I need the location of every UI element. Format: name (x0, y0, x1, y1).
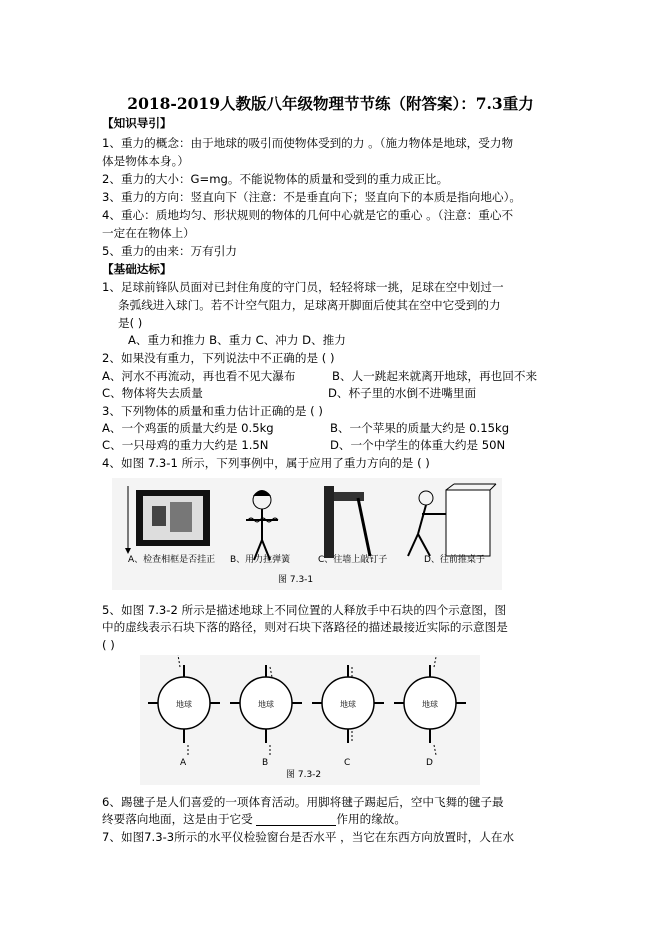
knowledge-line: 4、重心：质地均匀、形状规则的物体的几何中心就是它的重心 。（注意：重心不 (102, 208, 514, 222)
figure-2-letter-c: C (344, 758, 351, 768)
question-3-option-b: B、一个苹果的质量大约是 0.15kg (330, 421, 510, 435)
figure-2-letter-a: A (180, 758, 187, 768)
figure-2-label: 图 7.3-2 (286, 770, 322, 780)
question-6-line-2 (102, 812, 406, 826)
question-2-option-b: B、人一跳起来就离开地球，再也回不来 (332, 369, 538, 383)
earth-label: 地球 (422, 700, 438, 709)
question-2-option-a: A、河水不再流动，再也看不见大瀑布 (102, 369, 296, 383)
question-5-line: ( ) (102, 638, 115, 652)
knowledge-line: 1、重力的概念：由于地球的吸引而使物体受到的力 。（施力物体是地球，受力物 (102, 136, 514, 150)
question-1-line: 是( ) (118, 316, 143, 330)
picture-frame-illustration (125, 486, 210, 554)
answer-blank (256, 814, 336, 826)
question-7-line: 7、如图7.3-3所示的水平仪检验窗台是否水平 ，当它在东西方向放置时，人在水 (102, 830, 515, 844)
figure-7-3-2 (140, 655, 480, 785)
earth-label: 地球 (258, 700, 274, 709)
figure-1-caption-a: A、检查相框是否挂正 (128, 555, 216, 565)
earth-label: 地球 (176, 700, 192, 709)
knowledge-line: 体是物体本身。） (102, 154, 189, 168)
question-6-line: 6、踢毽子是人们喜爱的一项体育活动。用脚将毽子踢起后，空中飞舞的毽子最 (102, 795, 504, 809)
question-6-text-after-blank: 作用的缘故。 (336, 812, 406, 826)
figure-2-letter-d: D (426, 758, 433, 768)
question-1-line: 1、足球前锋队员面对已封住角度的守门员，轻轻将球一挑，足球在空中划过一 (102, 280, 504, 294)
question-2-option-d: D、杯子里的水倒不进嘴里面 (328, 386, 477, 400)
question-1-options: A、重力和推力 B、重力 C、冲力 D、推力 (128, 333, 346, 347)
question-3-option-a: A、一个鸡蛋的质量大约是 0.5kg (102, 421, 274, 435)
question-2-stem: 2、如果没有重力，下列说法中不正确的是 ( ) (102, 351, 335, 365)
question-4-stem: 4、如图 7.3-1 所示，下列事例中，属于应用了重力方向的是 ( ) (102, 456, 430, 470)
question-6-text-before-blank: 终要落向地面，这是由于它受 (102, 812, 257, 826)
question-1-line: 条弧线进入球门。若不计空气阻力，足球离开脚面后使其在空中它受到的力 (118, 298, 501, 312)
knowledge-line: 3、重力的方向：竖直向下（注意：不是垂直向下；竖直向下的本质是指向地心）。 (102, 190, 521, 204)
question-2-option-c: C、物体将失去质量 (102, 386, 203, 400)
knowledge-line: 5、重力的由来：万有引力 (102, 244, 237, 258)
section-knowledge-heading: 【知识导引】 (102, 116, 172, 130)
question-5-line: 中的虚线表示石块下落的路径，则对石块下落路径的描述最接近实际的示意图是 (102, 620, 508, 634)
section-basic-heading: 【基础达标】 (102, 262, 172, 276)
earth-label: 地球 (340, 700, 356, 709)
question-5-line: 5、如图 7.3-2 所示是描述地球上不同位置的人释放手中石块的四个示意图，图 (102, 603, 507, 617)
figure-7-3-1 (112, 478, 502, 590)
knowledge-line: 2、重力的大小：G=mg。不能说物体的质量和受到的重力成正比。 (102, 172, 449, 186)
page-title: 2018-2019人教版八年级物理节节练（附答案）：7.3重力 (127, 94, 534, 113)
figure-1-caption-c: C、往墙上敲钉子 (318, 555, 388, 565)
question-3-option-d: D、一个中学生的体重大约是 50N (330, 438, 506, 452)
question-3-option-c: C、一只母鸡的重力大约是 1.5N (102, 438, 269, 452)
figure-2-letter-b: B (262, 758, 269, 768)
figure-1-caption-d: D、往前推桌子 (424, 555, 485, 565)
knowledge-line: 一定在在物体上） (102, 226, 195, 240)
figure-1-label: 图 7.3-1 (278, 575, 314, 585)
question-3-stem: 3、下列物体的质量和重力估计正确的是 ( ) (102, 404, 323, 418)
figure-1-caption-b: B、用力拉弹簧 (230, 555, 291, 565)
